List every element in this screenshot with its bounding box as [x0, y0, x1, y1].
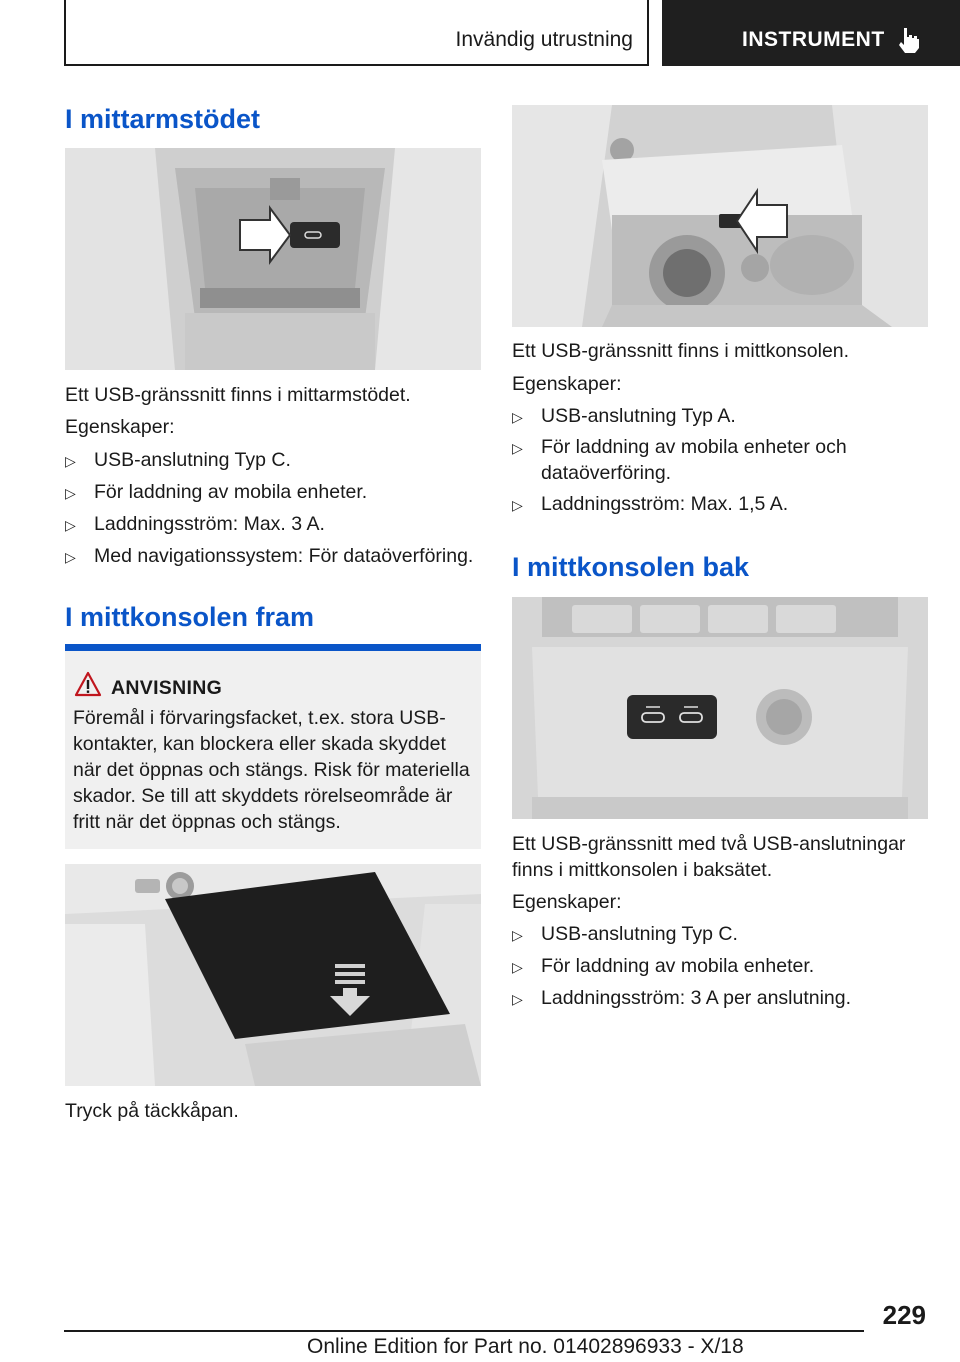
footer-divider	[64, 1330, 864, 1332]
caption-armrest: Ett USB-gränssnitt finns i mittarmstödet.	[65, 384, 411, 406]
note-box	[65, 644, 481, 849]
properties-label: Egenskaper:	[512, 373, 622, 395]
caption-front-console-usb: Ett USB-gränssnitt finns i mittkonsolen.	[512, 340, 850, 362]
list-item: ▷ Laddningsström: Max. 1,5 A.	[512, 491, 928, 517]
header-chapter-box	[662, 0, 960, 66]
bullet-triangle-icon: ▷	[512, 991, 523, 1007]
bullet-triangle-icon: ▷	[65, 453, 76, 469]
photo-front-console-cover	[65, 864, 481, 1086]
list-item: ▷ USB-anslutning Typ C.	[65, 447, 481, 473]
bullet-triangle-icon: ▷	[512, 959, 523, 975]
list-item: ▷ USB-anslutning Typ C.	[512, 921, 928, 947]
list-item: ▷ Laddningsström: Max. 3 A.	[65, 511, 481, 537]
bullet-triangle-icon: ▷	[512, 927, 523, 943]
list-item: ▷ För laddning av mobila enheter.	[65, 479, 481, 505]
header-chapter-title: INSTRUMENT	[742, 28, 885, 51]
list-item: ▷ För laddning av mobila enheter.	[512, 953, 928, 979]
list-item: ▷ USB-anslutning Typ A.	[512, 403, 928, 429]
caption-press-cover: Tryck på täckkåpan.	[65, 1100, 239, 1122]
pointing-hand-icon	[896, 26, 922, 54]
photo-rear-console-usb	[512, 597, 928, 819]
bullet-triangle-icon: ▷	[512, 440, 523, 456]
header-section-title: Invändig utrustning	[455, 28, 633, 51]
photo-armrest-usb	[65, 148, 481, 370]
heading-front-console: I mittkonsolen fram	[65, 602, 315, 632]
page-number: 229	[882, 1300, 926, 1330]
caption-rear-console: Ett USB-gränssnitt med två USB-anslutningar finns i mittkonsolen i baksätet.	[512, 833, 906, 881]
properties-label: Egenskaper:	[512, 891, 622, 913]
footer-edition: Online Edition for Part no. 01402896933 - X/18	[307, 1335, 744, 1358]
list-item: ▷ För laddning av mobila enheter och dataöverföring.	[512, 436, 847, 484]
header-section-box	[64, 0, 649, 66]
list-item: ▷ Laddningsström: 3 A per anslutning.	[512, 985, 928, 1011]
photo-front-console-usb	[512, 105, 928, 327]
warning-triangle-icon	[74, 671, 102, 697]
bullet-triangle-icon: ▷	[65, 517, 76, 533]
bullet-triangle-icon: ▷	[512, 497, 523, 513]
bullet-triangle-icon: ▷	[512, 409, 523, 425]
note-body: Föremål i förvaringsfacket, t.ex. stora USB-kontakter, kan blockera eller skada skyddet när det öppnas och stängs. Risk för materiella skador. Se till att skyddets rörelseområde är fritt när det öppnas och stängs.	[73, 707, 470, 833]
bullet-triangle-icon: ▷	[65, 549, 76, 565]
bullet-triangle-icon: ▷	[65, 485, 76, 501]
heading-rear-console: I mittkonsolen bak	[512, 552, 750, 582]
list-item: ▷ Med navigationssystem: För dataöverföring.	[65, 543, 481, 569]
properties-label: Egenskaper:	[65, 416, 175, 438]
heading-center-armrest: I mittarmstödet	[65, 104, 261, 134]
note-title: ANVISNING	[111, 677, 223, 699]
